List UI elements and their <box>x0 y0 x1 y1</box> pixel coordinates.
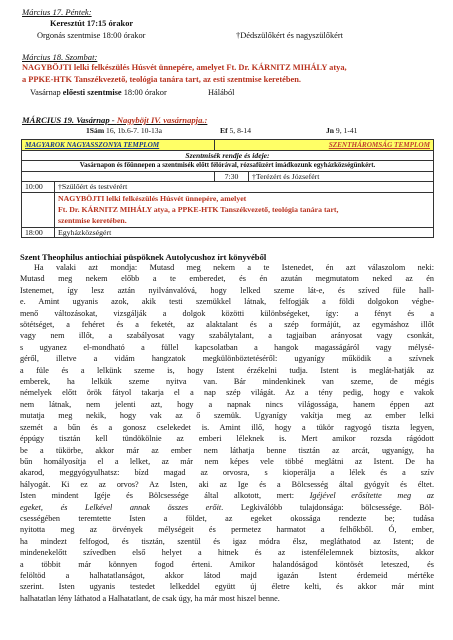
article-line: Ha valaki azt mondja: Mutasd meg nekem a te Istenedet, én azt válaszolom neki: <box>34 263 434 272</box>
article-line: sötétséget, a fehéret és a feketét, az alaktalant és a szép formájút, az egymáshoz illőt <box>20 320 434 330</box>
reading-3: Jn 9, 1-41 <box>326 126 358 135</box>
article-line: e. Amint ugyanis azok, akik testi szemükkel látnak, felfogják a földi dolgokon végbe- <box>20 297 434 307</box>
schedule-note-row <box>22 161 434 172</box>
article-quote: egeket, és Lelkével annak összes erőit <box>20 502 222 512</box>
saturday-announcement-line2: a PPKE-HTK Tanszékvezető, teológia tanára tart, az esti szentmise keretében. <box>22 75 301 84</box>
article-line: bűn homályosítja el a lelket, az már nem képes vele többé meglátni az Istent. De ha <box>20 456 434 466</box>
row-730-intention: †Terézért és Józsefért <box>249 171 434 182</box>
article-line: emberek, ha lelkük szeme nyitva van. Bár mindenkinek van szeme, de mégis <box>20 377 434 387</box>
article-title: Szent Theophilus antiochiai püspöknek Autolycushoz írt könyvéből <box>20 252 267 262</box>
article-quote: Igéjével erősítette meg az <box>309 491 434 501</box>
article-line: mutatja meg nekik, hogy vak az ő szemük. Ugyanígy vakítja meg az ember lelki <box>20 411 434 421</box>
article-line: nem látnak, nem jelenti azt, hogy a napnak nincs világossága, hanem éppen azt <box>20 399 434 409</box>
saturday-mass-bold: előesti szentmise <box>62 88 122 97</box>
reading-2: Ef 5, 8-14 <box>220 126 252 135</box>
row-730-time: 7:30 <box>215 171 249 182</box>
church-right-name: SZENTHÁROMSÁG TEMPLOM <box>215 140 434 151</box>
article-line: Mutasd meg nekem előbb a te emberedet, és én azután megmutatom neked az én <box>20 274 434 284</box>
article-line: Istenemet, így lesz aztán nyilvánvalóvá, hogy lelked szeme lát-e, és szíved füle hall- <box>20 285 434 295</box>
friday-cross-title: Keresztút 17:15 órakor <box>50 19 134 28</box>
article-line: a füle és a lelkünk szeme is, hogy Istent érzékelni tudja. Istent is meglát-hatják az <box>20 365 434 375</box>
article-line: egeket, és Lelkével annak összes erőit. Legkiválóbb tulajdonsága: bölcsessége. Böl- <box>20 502 434 512</box>
article-line: be a tükörbe, akkor már az ember nem láthatja benne tisztán az arcát, ugyanígy, ha <box>20 445 434 455</box>
saturday-announcement-line1: NAGYBÖJTI lelki felkészülés Húsvét ünnepére, amelyet Ft. Dr. KÁRNITZ MIHÁLY atya, <box>22 63 347 72</box>
article-line: felöltöd a halhatatlanságot, akkor látod majd igazán Istent érdemeid mértéke <box>20 570 434 580</box>
row-1000-time: 10:00 <box>22 182 55 193</box>
row-1800-time: 18:00 <box>22 227 55 238</box>
article-line: mindenekelőtt szívedben első helyet a hitnek és az istenfélelemnek biztosíts, akkor <box>20 548 434 558</box>
article-line: hályogát. Ki ez az orvos? Az Isten, aki az Ige és a Bölcsesség által gyógyít és éltet. <box>20 479 434 489</box>
saturday-intention: Hálából <box>208 88 235 97</box>
table-row <box>22 171 434 182</box>
article-line: s ugyanez el-mondható a füllel kapcsolatban a hangok magasságáról vagy mélysé- <box>20 342 434 352</box>
church-header-row <box>22 140 434 151</box>
table-row <box>22 182 434 193</box>
schedule-title-row <box>22 150 434 161</box>
article-line: némelyek előtt örök fátyol takarja el a nap szép világát. Az a tény pedig, hogy e vakok <box>20 388 434 398</box>
row-1000-intention: †Szülőért és testvérért <box>55 182 434 193</box>
table-row <box>22 192 434 227</box>
article-line: ha mindezt felfogod, és tisztán, szentül és igaz módra élsz, megláthatod az Istent; de <box>20 536 434 546</box>
sunday-heading: MÁRCIUS 19. Vasárnap - Nagyböjt IV. vasárnapja.: <box>22 115 208 125</box>
article-body <box>20 262 434 604</box>
article-line: menő változásokat, vizsgálják a dolgok közötti különbségeket, így: a fényt és a <box>20 308 434 318</box>
table-row <box>22 227 434 238</box>
article-line: Isten mindent Igéje és Bölcsessége által alkotott, mert: Igéjével erősítette meg az <box>20 491 434 501</box>
article-line: a többit már könnyen fogod érteni. Amikor halandóságod köntösét leteszed, és <box>20 559 434 569</box>
church-left-name: MAGYAROK NAGYASSZONYA TEMPLOM <box>22 140 215 151</box>
schedule-title: Szentmisék rendje és ideje: <box>22 150 434 161</box>
mass-schedule-table <box>21 139 434 238</box>
friday-mass: Orgonás szentmise 18:00 órakor <box>37 31 146 40</box>
saturday-heading: Március 18. Szombat: <box>22 52 98 62</box>
saturday-mass: Vasárnap előesti szentmise 18:00 órakor <box>30 88 167 97</box>
article-line: vagy nem illőt, a szabályosat vagy szabálytalant, a tagjaiban arányosat vagy csonkát, <box>20 331 434 341</box>
article-line: szemét a bűn és a gonosz cselekedet is. Amint illő, hogy a tükör ragyogó tiszta legyen, <box>20 422 434 432</box>
reading-1: 1Sám 16, 1b.6-7. 10-13a <box>86 126 162 135</box>
article-line: csességében teremtette Isten a földet, az egeket okossága rendezte be; tudása <box>20 513 434 523</box>
article-line: géről, illetve a vidám hangzatok megkülönböztetéséről: ugyanígy működik a szívnek <box>20 354 434 364</box>
article-line: éppúgy tisztán kell tündökölnie az emberi léleknek is. Mert amikor rozsda rágódott <box>20 434 434 444</box>
sunday-heading-sub: Nagyböjt IV. vasárnapja.: <box>116 115 208 125</box>
friday-intention: †Dédszülőkért és nagyszülőkért <box>236 31 343 40</box>
schedule-note: Vasárnapon és főünnepen a szentmisék előtt félórával, rózsafüzért imádkozunk egyházközségünkért. <box>22 161 434 172</box>
retreat-announcement: NAGYBÖJTI lelki felkészülés Húsvét ünnepére, amelyet Ft. Dr. KÁRNITZ MIHÁLY atya, a PPKE-HTK Tanszékvezető, teológia tanára tart, szentmise keretében. <box>55 192 434 227</box>
article-line: halhatatlan lény láthatod a Halhatatlant, de csak úgy, ha már most hiszel benne. <box>20 593 280 603</box>
row-1800-intention: Egyházközségért <box>55 227 434 238</box>
article-line: nyitotta meg az örvények mélységeit és permetez harmatot a felhőkből. Ó, ember, <box>20 525 434 535</box>
friday-heading: Március 17. Péntek: <box>22 7 92 17</box>
article-line: szerint. Isten ugyanis testedet lelkeddel együtt új életre kelti, és akkor már mint <box>20 582 434 592</box>
article-line: akarod, meggyógyulhatsz: bízd magad az orvosra, s kioperálja a lélek és a szív <box>20 468 434 478</box>
